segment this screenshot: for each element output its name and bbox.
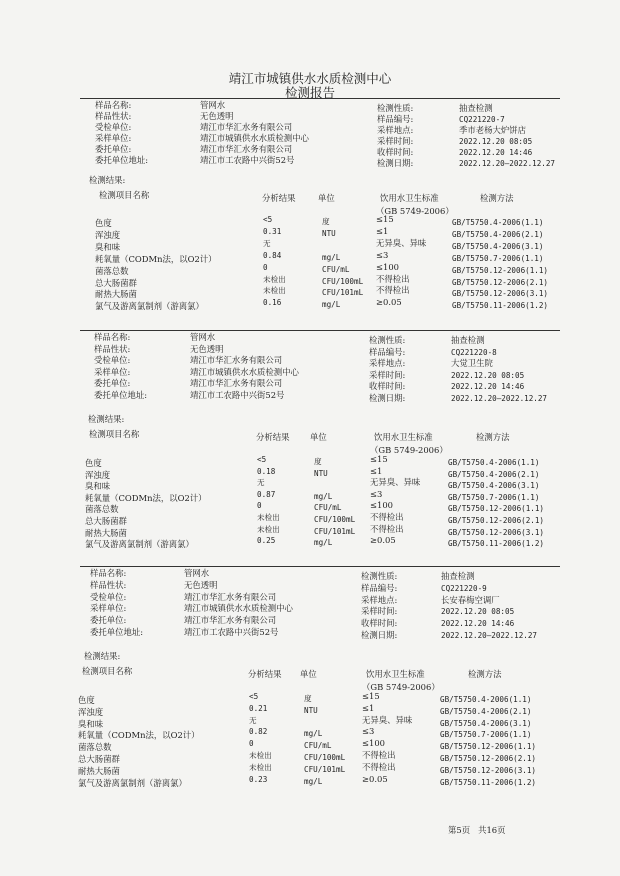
test-date-label: 检测日期:: [369, 392, 406, 403]
sampling-location-value: 长安春梅空调厂: [441, 594, 500, 605]
row-item: 色度: [85, 458, 102, 468]
row-unit: CFU/mL: [304, 741, 332, 751]
row-standard: 不得检出: [370, 523, 404, 534]
row-method: GB/T5750.12-2006(2.1): [452, 277, 549, 287]
test-date-value: 2022.12.20—2022.12.27: [451, 393, 548, 403]
inspected-unit-label: 受检单位:: [90, 591, 127, 602]
row-method: GB/T5750.4-2006(1.1): [452, 218, 544, 227]
row-standard: ≤3: [376, 249, 389, 260]
row-unit: CFU/100mL: [322, 276, 364, 286]
sampling-time-value: 2022.12.20 08:05: [451, 370, 525, 380]
sampling-unit-label: 采样单位:: [90, 603, 127, 614]
sampling-time-label: 采样时间:: [377, 135, 414, 146]
test-nature-label: 检测性质:: [361, 571, 398, 581]
report-org-title: 靖江市城镇供水水质检测中心: [228, 71, 392, 86]
sample-number-value: CQ221220-8: [451, 347, 497, 357]
inspected-unit-label: 受检单位:: [94, 355, 131, 365]
col-header-standard: 饮用水卫生标准: [366, 669, 425, 679]
row-method: GB/T5750.4-2006(2.1): [448, 469, 540, 479]
row-unit: mg/L: [314, 538, 333, 548]
test-date-value: 2022.12.20—2022.12.27: [459, 158, 556, 168]
col-header-standard-code: （GB 5749-2006）: [376, 206, 454, 216]
result-label: 检测结果:: [88, 414, 125, 424]
col-header-standard: 饮用水卫生标准: [374, 432, 433, 442]
test-date-value: 2022.12.20—2022.12.27: [441, 631, 538, 640]
row-standard: 不得检出: [370, 512, 404, 522]
row-method: GB/T5750.4-2006(2.1): [440, 706, 532, 716]
test-date-label: 检测日期:: [361, 630, 398, 640]
inspected-unit-label: 受检单位:: [95, 121, 132, 132]
sampling-time-value: 2022.12.20 08:05: [459, 136, 533, 146]
receive-time-label: 收样时间:: [377, 146, 414, 157]
section-divider: [80, 566, 560, 567]
row-method: GB/T5750.4-2006(1.1): [440, 695, 532, 704]
row-unit: CFU/100mL: [314, 515, 356, 524]
col-header-result: 分析结果: [248, 669, 282, 679]
client-unit-value: 靖江市华汇水务有限公司: [200, 143, 293, 154]
col-header-standard-code: （GB 5749-2006）: [370, 445, 448, 455]
col-header-unit: 单位: [300, 669, 317, 679]
row-standard: ≤3: [370, 488, 383, 499]
sample-name-value: 管网水: [200, 100, 226, 110]
row-standard: ≤15: [376, 214, 394, 224]
row-item: 臭和味: [85, 481, 111, 492]
sample-name-label: 样品名称:: [95, 100, 132, 110]
sampling-location-label: 采样地点:: [377, 124, 414, 135]
client-address-label: 委托单位地址:: [90, 627, 144, 637]
row-standard: 无异臭、异味: [376, 237, 427, 248]
row-standard: 无异臭、异味: [370, 477, 421, 488]
row-result: <5: [263, 215, 273, 224]
row-standard: ≤15: [362, 691, 380, 701]
client-address-value: 靖江市工农路中兴街52号: [184, 627, 279, 637]
row-item: 耗氧量（CODMn法，以O2计）: [85, 492, 207, 503]
row-standard: ≤1: [376, 225, 389, 236]
row-unit: NTU: [322, 228, 336, 238]
row-method: GB/T5750.12-2006(3.1): [452, 289, 549, 299]
sample-name-label: 样品名称:: [90, 568, 127, 578]
client-unit-label: 委托单位:: [95, 143, 132, 154]
row-item: 总大肠菌群: [95, 277, 137, 288]
col-header-result: 分析结果: [262, 193, 296, 203]
row-standard: 不得检出: [362, 761, 396, 772]
row-unit: 度: [322, 217, 330, 226]
sampling-location-label: 采样地点:: [361, 594, 398, 605]
client-address-value: 靖江市工农路中兴街52号: [200, 154, 295, 165]
row-unit: mg/L: [322, 300, 341, 310]
row-method: GB/T5750.12-2006(1.1): [452, 265, 549, 275]
row-standard: 不得检出: [362, 750, 396, 760]
sample-state-value: 无色透明: [184, 579, 218, 590]
row-item: 色度: [78, 695, 95, 705]
col-header-item: 检测项目名称: [82, 666, 133, 676]
row-result: 0.31: [263, 226, 282, 236]
top-rule: [80, 98, 560, 99]
row-unit: CFU/101mL: [322, 288, 364, 298]
row-unit: NTU: [304, 705, 318, 715]
row-item: 总大肠菌群: [85, 516, 127, 526]
row-method: GB/T5750.12-2006(1.1): [448, 504, 545, 514]
client-address-label: 委托单位地址:: [94, 389, 148, 400]
row-method: GB/T5750.7-2006(1.1): [452, 253, 544, 263]
row-standard: ≤1: [370, 465, 383, 476]
row-result: <5: [257, 455, 267, 464]
row-method: GB/T5750.12-2006(3.1): [448, 527, 545, 537]
row-item: 总大肠菌群: [78, 754, 120, 764]
section-divider: [80, 330, 560, 331]
row-standard: ≤1: [362, 702, 375, 713]
row-standard: ≤100: [370, 500, 394, 511]
sampling-unit-label: 采样单位:: [94, 366, 131, 377]
row-item: 耐热大肠菌: [78, 765, 120, 776]
row-method: GB/T5750.11-2006(1.2): [452, 301, 549, 311]
row-item: 耗氧量（CODMn法，以O2计）: [78, 730, 200, 741]
row-unit: NTU: [314, 468, 328, 478]
row-item: 菌落总数: [78, 742, 112, 753]
col-header-unit: 单位: [318, 193, 335, 203]
sample-state-label: 样品性状:: [94, 343, 131, 354]
row-unit: CFU/mL: [322, 264, 350, 274]
test-nature-value: 抽查检测: [459, 103, 493, 113]
row-result: <5: [249, 692, 259, 701]
row-unit: mg/L: [304, 729, 323, 739]
row-standard: ≥0.05: [362, 773, 388, 784]
row-method: GB/T5750.11-2006(1.2): [440, 777, 537, 787]
row-standard: ≤100: [376, 261, 400, 272]
result-label: 检测结果:: [84, 651, 121, 661]
sampling-location-label: 采样地点:: [369, 358, 406, 368]
col-header-result: 分析结果: [256, 432, 290, 442]
client-address-value: 靖江市工农路中兴街52号: [190, 389, 285, 400]
row-result: 0: [263, 262, 268, 272]
sample-state-value: 无色透明: [200, 110, 234, 121]
test-nature-value: 抽查检测: [441, 571, 475, 581]
sample-number-value: CQ221220-7: [459, 114, 505, 124]
row-result: 未检出: [257, 524, 280, 534]
inspected-unit-value: 靖江市华汇水务有限公司: [190, 355, 283, 365]
row-unit: 度: [304, 694, 312, 703]
test-nature-label: 检测性质:: [369, 335, 406, 345]
row-item: 氯气及游离氯制剂（游离氯）: [85, 539, 194, 550]
row-standard: 不得检出: [376, 273, 410, 284]
row-unit: mg/L: [304, 776, 323, 786]
row-result: 0.16: [263, 298, 282, 308]
sample-state-value: 无色透明: [190, 343, 224, 354]
row-unit: 度: [314, 457, 322, 466]
sample-number-label: 样品编号:: [361, 582, 398, 593]
inspected-unit-value: 靖江市华汇水务有限公司: [184, 591, 277, 602]
row-result: 0.21: [249, 703, 268, 713]
col-header-method: 检测方法: [468, 669, 502, 679]
row-method: GB/T5750.7-2006(1.1): [440, 730, 532, 740]
col-header-method: 检测方法: [480, 193, 514, 203]
receive-time-value: 2022.12.20 14:46: [459, 147, 533, 157]
row-item: 臭和味: [78, 718, 104, 729]
row-unit: CFU/101mL: [304, 764, 346, 774]
receive-time-label: 收样时间:: [361, 618, 398, 629]
row-result: 0: [257, 501, 262, 511]
row-method: GB/T5750.4-2006(3.1): [440, 718, 532, 728]
test-nature-label: 检测性质:: [377, 103, 414, 113]
sampling-unit-value: 靖江市城镇供水水质检测中心: [200, 132, 309, 143]
row-standard: ≤15: [370, 454, 388, 464]
col-header-item: 检测项目名称: [89, 429, 140, 439]
sample-name-label: 样品名称:: [94, 332, 131, 342]
row-standard: ≤100: [362, 738, 386, 749]
sample-state-label: 样品性状:: [95, 110, 132, 121]
row-result: 0.25: [257, 536, 276, 546]
row-result: 无: [257, 478, 265, 488]
col-header-item: 检测项目名称: [99, 190, 150, 200]
row-result: 无: [249, 715, 257, 725]
row-method: GB/T5750.4-2006(2.1): [452, 229, 544, 239]
test-date-label: 检测日期:: [377, 157, 414, 168]
row-method: GB/T5750.4-2006(3.1): [448, 481, 540, 491]
row-unit: mg/L: [314, 491, 333, 501]
test-nature-value: 抽查检测: [451, 335, 485, 345]
row-method: GB/T5750.12-2006(2.1): [440, 754, 537, 763]
sampling-time-value: 2022.12.20 08:05: [441, 607, 515, 617]
row-result: 未检出: [249, 762, 272, 772]
row-item: 耗氧量（CODMn法，以O2计）: [95, 253, 217, 264]
page-number: 第5页: [448, 825, 471, 835]
col-header-standard: 饮用水卫生标准: [380, 193, 439, 203]
row-item: 浑浊度: [85, 469, 111, 480]
row-result: 0.82: [249, 727, 268, 737]
row-item: 氯气及游离氯制剂（游离氯）: [95, 301, 204, 312]
row-item: 菌落总数: [85, 504, 119, 515]
inspected-unit-value: 靖江市华汇水务有限公司: [200, 121, 293, 132]
sample-name-value: 管网水: [184, 568, 210, 578]
sample-number-label: 样品编号:: [377, 113, 414, 124]
row-standard: 不得检出: [376, 285, 410, 296]
row-result: 未检出: [249, 751, 272, 760]
row-standard: ≥0.05: [370, 535, 396, 546]
row-method: GB/T5750.12-2006(1.1): [440, 742, 537, 752]
sampling-location-value: 季市老杨大炉饼店: [459, 124, 526, 135]
row-result: 无: [263, 238, 271, 248]
row-result: 未检出: [263, 274, 286, 284]
row-method: GB/T5750.4-2006(3.1): [452, 241, 544, 251]
row-unit: CFU/mL: [314, 503, 342, 513]
row-result: 0.84: [263, 250, 282, 260]
sample-name-value: 管网水: [190, 332, 216, 342]
row-item: 浑浊度: [78, 706, 104, 717]
row-result: 未检出: [263, 286, 286, 296]
row-method: GB/T5750.4-2006(1.1): [448, 458, 540, 467]
col-header-method: 检测方法: [476, 432, 510, 442]
report-title: 检测报告: [284, 85, 335, 100]
row-method: GB/T5750.12-2006(2.1): [448, 516, 545, 525]
receive-time-label: 收样时间:: [369, 381, 406, 391]
result-label: 检测结果:: [89, 175, 126, 185]
row-item: 耐热大肠菌: [95, 289, 137, 300]
row-item: 色度: [95, 218, 112, 228]
row-item: 菌落总数: [95, 265, 129, 276]
page-total: 共16页: [478, 825, 506, 835]
receive-time-value: 2022.12.20 14:46: [451, 382, 525, 391]
sampling-unit-label: 采样单位:: [95, 132, 132, 143]
client-address-label: 委托单位地址:: [95, 154, 149, 165]
row-result: 未检出: [257, 513, 280, 522]
sample-number-label: 样品编号:: [369, 346, 406, 357]
sampling-unit-value: 靖江市城镇供水水质检测中心: [190, 366, 299, 377]
row-unit: mg/L: [322, 252, 341, 262]
client-unit-value: 靖江市华汇水务有限公司: [190, 378, 283, 388]
row-result: 0.18: [257, 466, 276, 476]
row-method: GB/T5750.12-2006(3.1): [440, 765, 537, 775]
row-standard: ≤3: [362, 726, 375, 737]
sampling-location-value: 大觉卫生院: [451, 358, 493, 368]
row-standard: 无异臭、异味: [362, 714, 413, 725]
row-item: 氯气及游离氯制剂（游离氯）: [78, 777, 187, 788]
client-unit-value: 靖江市华汇水务有限公司: [184, 615, 277, 626]
row-result: 0: [249, 739, 254, 749]
page-footer: [448, 824, 506, 836]
row-method: GB/T5750.7-2006(1.1): [448, 492, 540, 502]
sampling-unit-value: 靖江市城镇供水水质检测中心: [184, 603, 293, 614]
sample-state-label: 样品性状:: [90, 579, 127, 590]
sampling-time-label: 采样时间:: [369, 369, 406, 380]
row-result: 0.23: [249, 774, 268, 784]
col-header-standard-code: （GB 5749-2006）: [362, 682, 440, 692]
receive-time-value: 2022.12.20 14:46: [441, 619, 515, 629]
row-standard: ≥0.05: [376, 297, 402, 308]
row-unit: CFU/101mL: [314, 526, 356, 536]
row-method: GB/T5750.11-2006(1.2): [448, 539, 545, 549]
row-item: 臭和味: [95, 241, 121, 252]
client-unit-label: 委托单位:: [94, 378, 131, 388]
row-item: 浑浊度: [95, 229, 121, 240]
row-item: 耐热大肠菌: [85, 527, 127, 538]
row-unit: CFU/100mL: [304, 753, 346, 762]
row-result: 0.87: [257, 489, 276, 499]
client-unit-label: 委托单位:: [90, 615, 127, 626]
sample-number-value: CQ221220-9: [441, 583, 487, 593]
sampling-time-label: 采样时间:: [361, 606, 398, 617]
col-header-unit: 单位: [310, 432, 327, 442]
